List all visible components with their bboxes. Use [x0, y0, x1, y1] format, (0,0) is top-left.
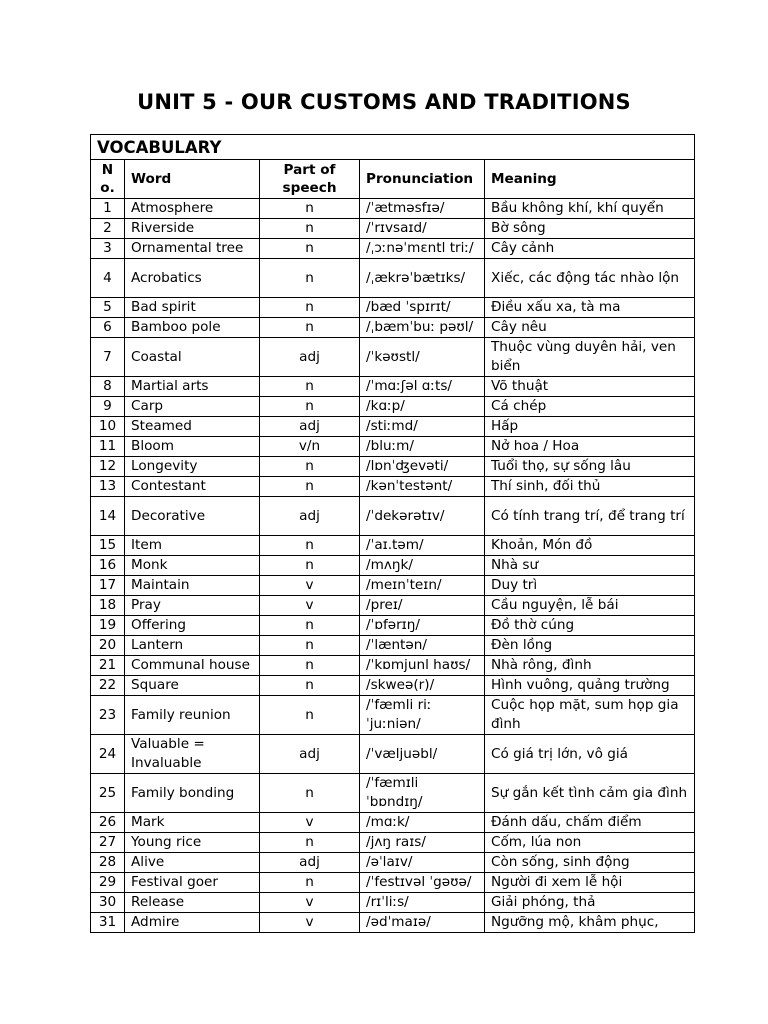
pronunciation-cell: /kɑːp/ [360, 397, 485, 417]
table-row [91, 477, 695, 497]
row-number: 4 [91, 259, 125, 298]
word-cell: Admire [125, 913, 260, 933]
row-number: 26 [91, 813, 125, 833]
table-row [91, 338, 695, 377]
meaning-cell: Nhà sư [485, 556, 695, 576]
word-cell: Contestant [125, 477, 260, 497]
table-row [91, 576, 695, 596]
meaning-cell: Người đi xem lễ hội [485, 873, 695, 893]
table-row [91, 536, 695, 556]
part-of-speech-cell: n [260, 377, 360, 397]
table-row [91, 656, 695, 676]
pronunciation-cell: /ˈmɑːʃəl ɑːts/ [360, 377, 485, 397]
table-header-row [91, 160, 695, 199]
table-row [91, 853, 695, 873]
row-number: 9 [91, 397, 125, 417]
table-row [91, 774, 695, 813]
pronunciation-cell: /ˈaɪ.təm/ [360, 536, 485, 556]
row-number: 21 [91, 656, 125, 676]
pronunciation-cell: /ˈkɒmjunl haʊs/ [360, 656, 485, 676]
column-header-no: N o. [91, 160, 125, 199]
row-number: 1 [91, 199, 125, 219]
row-number: 22 [91, 676, 125, 696]
part-of-speech-cell: v [260, 893, 360, 913]
pronunciation-cell: /əˈlaɪv/ [360, 853, 485, 873]
pronunciation-cell: /preɪ/ [360, 596, 485, 616]
pronunciation-cell: /ˈdekərətɪv/ [360, 497, 485, 536]
row-number: 25 [91, 774, 125, 813]
pronunciation-cell: /rɪˈliːs/ [360, 893, 485, 913]
table-row [91, 696, 695, 735]
pronunciation-cell: /ˌækrəˈbætɪks/ [360, 259, 485, 298]
pronunciation-cell: /meɪnˈteɪn/ [360, 576, 485, 596]
row-number: 16 [91, 556, 125, 576]
part-of-speech-cell: v [260, 813, 360, 833]
meaning-cell: Cốm, lúa non [485, 833, 695, 853]
part-of-speech-cell: adj [260, 417, 360, 437]
meaning-cell: Cầu nguyện, lễ bái [485, 596, 695, 616]
pronunciation-cell: /ˌɔːnəˈmɛntl triː/ [360, 239, 485, 259]
meaning-cell: Tuổi thọ, sự sống lâu [485, 457, 695, 477]
column-header-meaning: Meaning [485, 160, 695, 199]
part-of-speech-cell: n [260, 873, 360, 893]
table-row [91, 813, 695, 833]
part-of-speech-cell: adj [260, 338, 360, 377]
meaning-cell: Võ thuật [485, 377, 695, 397]
word-cell: Bamboo pole [125, 318, 260, 338]
pronunciation-cell: /skweə(r)/ [360, 676, 485, 696]
part-of-speech-cell: n [260, 656, 360, 676]
row-number: 10 [91, 417, 125, 437]
section-heading: VOCABULARY [91, 135, 695, 160]
part-of-speech-cell: v [260, 913, 360, 933]
row-number: 3 [91, 239, 125, 259]
word-cell: Steamed [125, 417, 260, 437]
part-of-speech-cell: v [260, 576, 360, 596]
word-cell: Monk [125, 556, 260, 576]
word-cell: Carp [125, 397, 260, 417]
meaning-cell: Đèn lồng [485, 636, 695, 656]
part-of-speech-cell: n [260, 616, 360, 636]
row-number: 5 [91, 298, 125, 318]
meaning-cell: Thí sinh, đối thủ [485, 477, 695, 497]
pronunciation-cell: /ˈfæmli riː ˈjuːniən/ [360, 696, 485, 735]
part-of-speech-cell: n [260, 774, 360, 813]
part-of-speech-cell: adj [260, 853, 360, 873]
pronunciation-cell: /kənˈtestənt/ [360, 477, 485, 497]
word-cell: Offering [125, 616, 260, 636]
word-cell: Valuable = Invaluable [125, 735, 260, 774]
pronunciation-cell: /lɒnˈʤevəti/ [360, 457, 485, 477]
row-number: 28 [91, 853, 125, 873]
row-number: 11 [91, 437, 125, 457]
pronunciation-cell: /bæd ˈspɪrɪt/ [360, 298, 485, 318]
meaning-cell: Khoản, Món đồ [485, 536, 695, 556]
word-cell: Release [125, 893, 260, 913]
part-of-speech-cell: v/n [260, 437, 360, 457]
part-of-speech-cell: n [260, 259, 360, 298]
part-of-speech-cell: n [260, 536, 360, 556]
word-cell: Ornamental tree [125, 239, 260, 259]
part-of-speech-cell: n [260, 636, 360, 656]
table-row [91, 735, 695, 774]
word-cell: Atmosphere [125, 199, 260, 219]
pronunciation-cell: /ˈrɪvsaɪd/ [360, 219, 485, 239]
part-of-speech-cell: n [260, 318, 360, 338]
row-number: 2 [91, 219, 125, 239]
column-header-pronunciation: Pronunciation [360, 160, 485, 199]
column-header-part-of-speech: Part of speech [260, 160, 360, 199]
part-of-speech-cell: n [260, 556, 360, 576]
part-of-speech-cell: n [260, 219, 360, 239]
row-number: 20 [91, 636, 125, 656]
table-row [91, 377, 695, 397]
table-row [91, 219, 695, 239]
pronunciation-cell: /ˈvæljuəbl/ [360, 735, 485, 774]
meaning-cell: Cá chép [485, 397, 695, 417]
word-cell: Pray [125, 596, 260, 616]
page-title: UNIT 5 - OUR CUSTOMS AND TRADITIONS [137, 90, 631, 114]
word-cell: Acrobatics [125, 259, 260, 298]
meaning-cell: Có giá trị lớn, vô giá [485, 735, 695, 774]
word-cell: Item [125, 536, 260, 556]
part-of-speech-cell: n [260, 298, 360, 318]
word-cell: Maintain [125, 576, 260, 596]
meaning-cell: Hình vuông, quảng trường [485, 676, 695, 696]
part-of-speech-cell: n [260, 457, 360, 477]
table-row [91, 893, 695, 913]
word-cell: Riverside [125, 219, 260, 239]
word-cell: Festival goer [125, 873, 260, 893]
part-of-speech-cell: n [260, 833, 360, 853]
meaning-cell: Nhà rông, đình [485, 656, 695, 676]
word-cell: Young rice [125, 833, 260, 853]
pronunciation-cell: /ˈkəʊstl/ [360, 338, 485, 377]
meaning-cell: Có tính trang trí, để trang trí [485, 497, 695, 536]
meaning-cell: Nở hoa / Hoa [485, 437, 695, 457]
row-number: 15 [91, 536, 125, 556]
meaning-cell: Cây nêu [485, 318, 695, 338]
table-row [91, 596, 695, 616]
pronunciation-cell: /mʌŋk/ [360, 556, 485, 576]
row-number: 13 [91, 477, 125, 497]
table-row [91, 676, 695, 696]
row-number: 31 [91, 913, 125, 933]
meaning-cell: Hấp [485, 417, 695, 437]
table-row [91, 199, 695, 219]
table-row [91, 497, 695, 536]
pronunciation-cell: /ˈɒfərɪŋ/ [360, 616, 485, 636]
word-cell: Family bonding [125, 774, 260, 813]
table-row [91, 259, 695, 298]
table-row [91, 873, 695, 893]
pronunciation-cell: /jʌŋ raɪs/ [360, 833, 485, 853]
part-of-speech-cell: n [260, 676, 360, 696]
row-number: 6 [91, 318, 125, 338]
table-row [91, 437, 695, 457]
word-cell: Decorative [125, 497, 260, 536]
pronunciation-cell: /mɑːk/ [360, 813, 485, 833]
table-row [91, 913, 695, 933]
meaning-cell: Bầu không khí, khí quyển [485, 199, 695, 219]
row-number: 14 [91, 497, 125, 536]
word-cell: Alive [125, 853, 260, 873]
word-cell: Martial arts [125, 377, 260, 397]
word-cell: Communal house [125, 656, 260, 676]
row-number: 12 [91, 457, 125, 477]
meaning-cell: Điều xấu xa, tà ma [485, 298, 695, 318]
meaning-cell: Đồ thờ cúng [485, 616, 695, 636]
pronunciation-cell: /ˈætməsfɪə/ [360, 199, 485, 219]
table-row [91, 556, 695, 576]
table-row [91, 318, 695, 338]
word-cell: Coastal [125, 338, 260, 377]
row-number: 29 [91, 873, 125, 893]
vocabulary-table [90, 134, 695, 933]
pronunciation-cell: /ˈfæmɪli ˈbɒndɪŋ/ [360, 774, 485, 813]
word-cell: Mark [125, 813, 260, 833]
meaning-cell: Duy trì [485, 576, 695, 596]
pronunciation-cell: /ˈlæntən/ [360, 636, 485, 656]
word-cell: Square [125, 676, 260, 696]
row-number: 19 [91, 616, 125, 636]
table-row [91, 457, 695, 477]
part-of-speech-cell: n [260, 696, 360, 735]
word-cell: Bad spirit [125, 298, 260, 318]
word-cell: Longevity [125, 457, 260, 477]
part-of-speech-cell: n [260, 477, 360, 497]
row-number: 24 [91, 735, 125, 774]
table-row [91, 833, 695, 853]
meaning-cell: Ngưỡng mộ, khâm phục, [485, 913, 695, 933]
table-row [91, 298, 695, 318]
pronunciation-cell: /ˌbæmˈbuː pəʊl/ [360, 318, 485, 338]
pronunciation-cell: /stiːmd/ [360, 417, 485, 437]
meaning-cell: Cây cảnh [485, 239, 695, 259]
row-number: 8 [91, 377, 125, 397]
part-of-speech-cell: n [260, 397, 360, 417]
table-row [91, 616, 695, 636]
pronunciation-cell: /ədˈmaɪə/ [360, 913, 485, 933]
meaning-cell: Còn sống, sinh động [485, 853, 695, 873]
pronunciation-cell: /ˈfestɪvəl ˈgəʊə/ [360, 873, 485, 893]
part-of-speech-cell: adj [260, 735, 360, 774]
row-number: 18 [91, 596, 125, 616]
row-number: 23 [91, 696, 125, 735]
part-of-speech-cell: n [260, 199, 360, 219]
row-number: 30 [91, 893, 125, 913]
table-row [91, 636, 695, 656]
word-cell: Bloom [125, 437, 260, 457]
table-row [91, 397, 695, 417]
meaning-cell: Xiếc, các động tác nhào lộn [485, 259, 695, 298]
meaning-cell: Bờ sông [485, 219, 695, 239]
table-row [91, 239, 695, 259]
word-cell: Lantern [125, 636, 260, 656]
row-number: 27 [91, 833, 125, 853]
meaning-cell: Thuộc vùng duyên hải, ven biển [485, 338, 695, 377]
word-cell: Family reunion [125, 696, 260, 735]
part-of-speech-cell: v [260, 596, 360, 616]
meaning-cell: Sự gắn kết tình cảm gia đình [485, 774, 695, 813]
table-row [91, 417, 695, 437]
pronunciation-cell: /bluːm/ [360, 437, 485, 457]
part-of-speech-cell: n [260, 239, 360, 259]
meaning-cell: Giải phóng, thả [485, 893, 695, 913]
meaning-cell: Đánh dấu, chấm điểm [485, 813, 695, 833]
row-number: 17 [91, 576, 125, 596]
row-number: 7 [91, 338, 125, 377]
column-header-word: Word [125, 160, 260, 199]
part-of-speech-cell: adj [260, 497, 360, 536]
meaning-cell: Cuộc họp mặt, sum họp gia đình [485, 696, 695, 735]
